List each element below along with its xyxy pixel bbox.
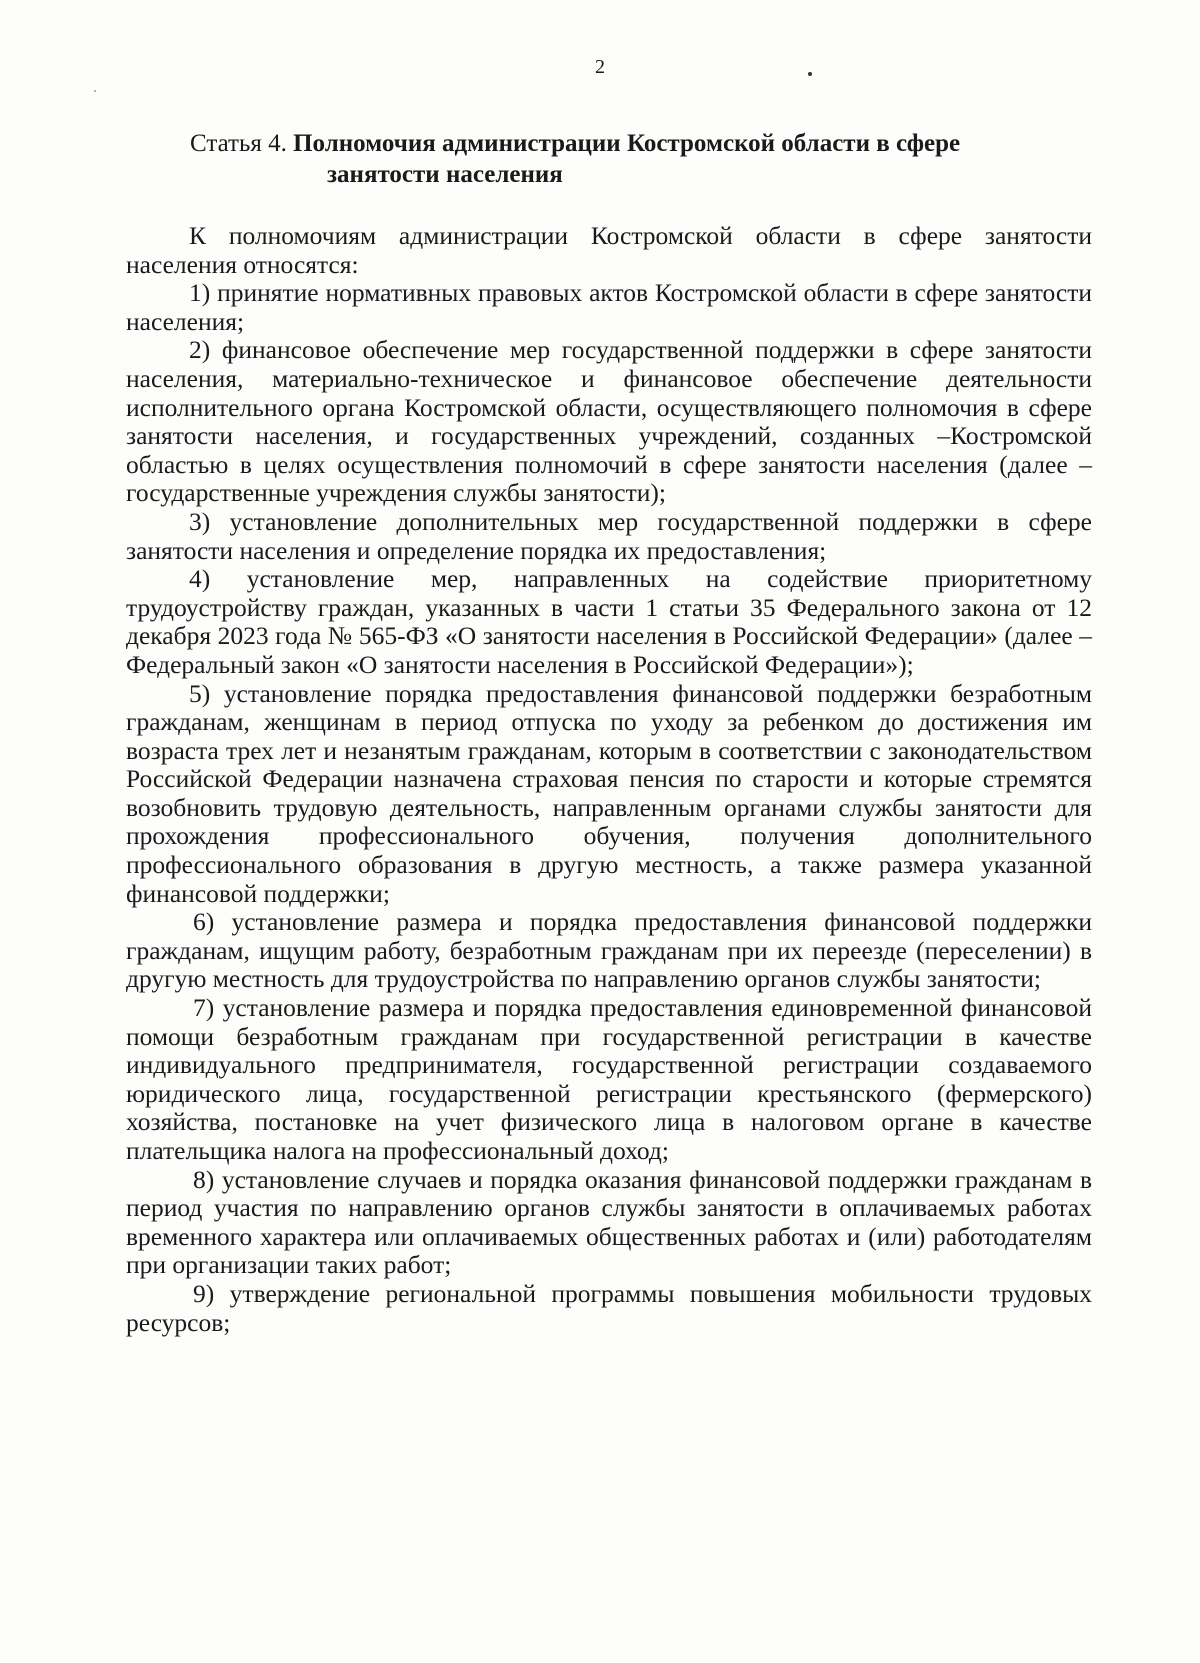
article-title-line2: занятости населения <box>327 161 563 188</box>
article-body <box>126 222 1092 1337</box>
article-heading <box>190 128 1090 190</box>
list-item: 3) установление дополнительных мер государственной поддержки в сфере занятости населения и определение порядка их предоставления; <box>126 506 1092 565</box>
paragraph-intro: К полномочиям администрации Костромской области в сфере занятости населения относятся: <box>126 221 1092 279</box>
scan-speck <box>94 90 96 92</box>
scan-speck <box>808 72 812 76</box>
article-title-line1: Полномочия администрации Костромской области в сфере <box>293 130 961 157</box>
list-item: 2) финансовое обеспечение мер государственной поддержки в сфере занятости населения, материально-техническое и финансовое обеспечение деятельности исполнительного органа Костромской области, осуществляющего полномочия в сфере занятости населения, и государственных учреждений, созданных –Костромской областью в целях осуществления полномочий в сфере занятости населения (далее – государственные учреждения службы занятости); <box>126 335 1092 508</box>
list-item: 5) установление порядка предоставления финансовой поддержки безработным гражданам, женщинам в период отпуска по уходу за ребенком до достижения им возраста трех лет и незанятым гражданам, которым в соответствии с законодательством Российской Федерации назначена страховая пенсия по старости и которые стремятся возобновить трудовую деятельность, направленным органами службы занятости для прохождения профессионального обучения, получения дополнительного профессионального образования в другую местность, а также размера указанной финансовой поддержки; <box>126 678 1092 908</box>
list-item: 9) утверждение региональной программы повышения мобильности трудовых ресурсов; <box>126 1278 1092 1337</box>
list-item: 6) установление размера и порядка предоставления финансовой поддержки гражданам, ищущим работу, безработным гражданам при их переезде (переселении) в другую местность для трудоустройства по направлению органов службы занятости; <box>126 907 1092 994</box>
article-label: Статья 4. <box>190 130 287 157</box>
page-number: 2 <box>595 56 605 78</box>
list-item: 8) установление случаев и порядка оказания финансовой поддержки гражданам в период участия по направлению органов службы занятости в оплачиваемых работах временного характера или оплачиваемых общественных работах и (или) работодателям при организации таких работ; <box>126 1164 1092 1280</box>
list-item: 4) установление мер, направленных на содействие приоритетному трудоустройству граждан, указанных в части 1 статьи 35 Федерального закона от 12 декабря 2023 года № 565-ФЗ «О занятости населения в Российской Федерации» (далее – Федеральный закон «О занятости населения в Российской Федерации»); <box>126 564 1092 679</box>
list-item: 7) установление размера и порядка предоставления единовременной финансовой помощи безработным гражданам при государственной регистрации в качестве индивидуального предпринимателя, государственной регистрации создаваемого юридического лица, государственной регистрации крестьянского (фермерского) хозяйства, постановке на учет физического лица в налоговом органе в качестве плательщика налога на профессиональный доход; <box>126 993 1092 1165</box>
list-item: 1) принятие нормативных правовых актов Костромской области в сфере занятости населения; <box>126 278 1092 336</box>
